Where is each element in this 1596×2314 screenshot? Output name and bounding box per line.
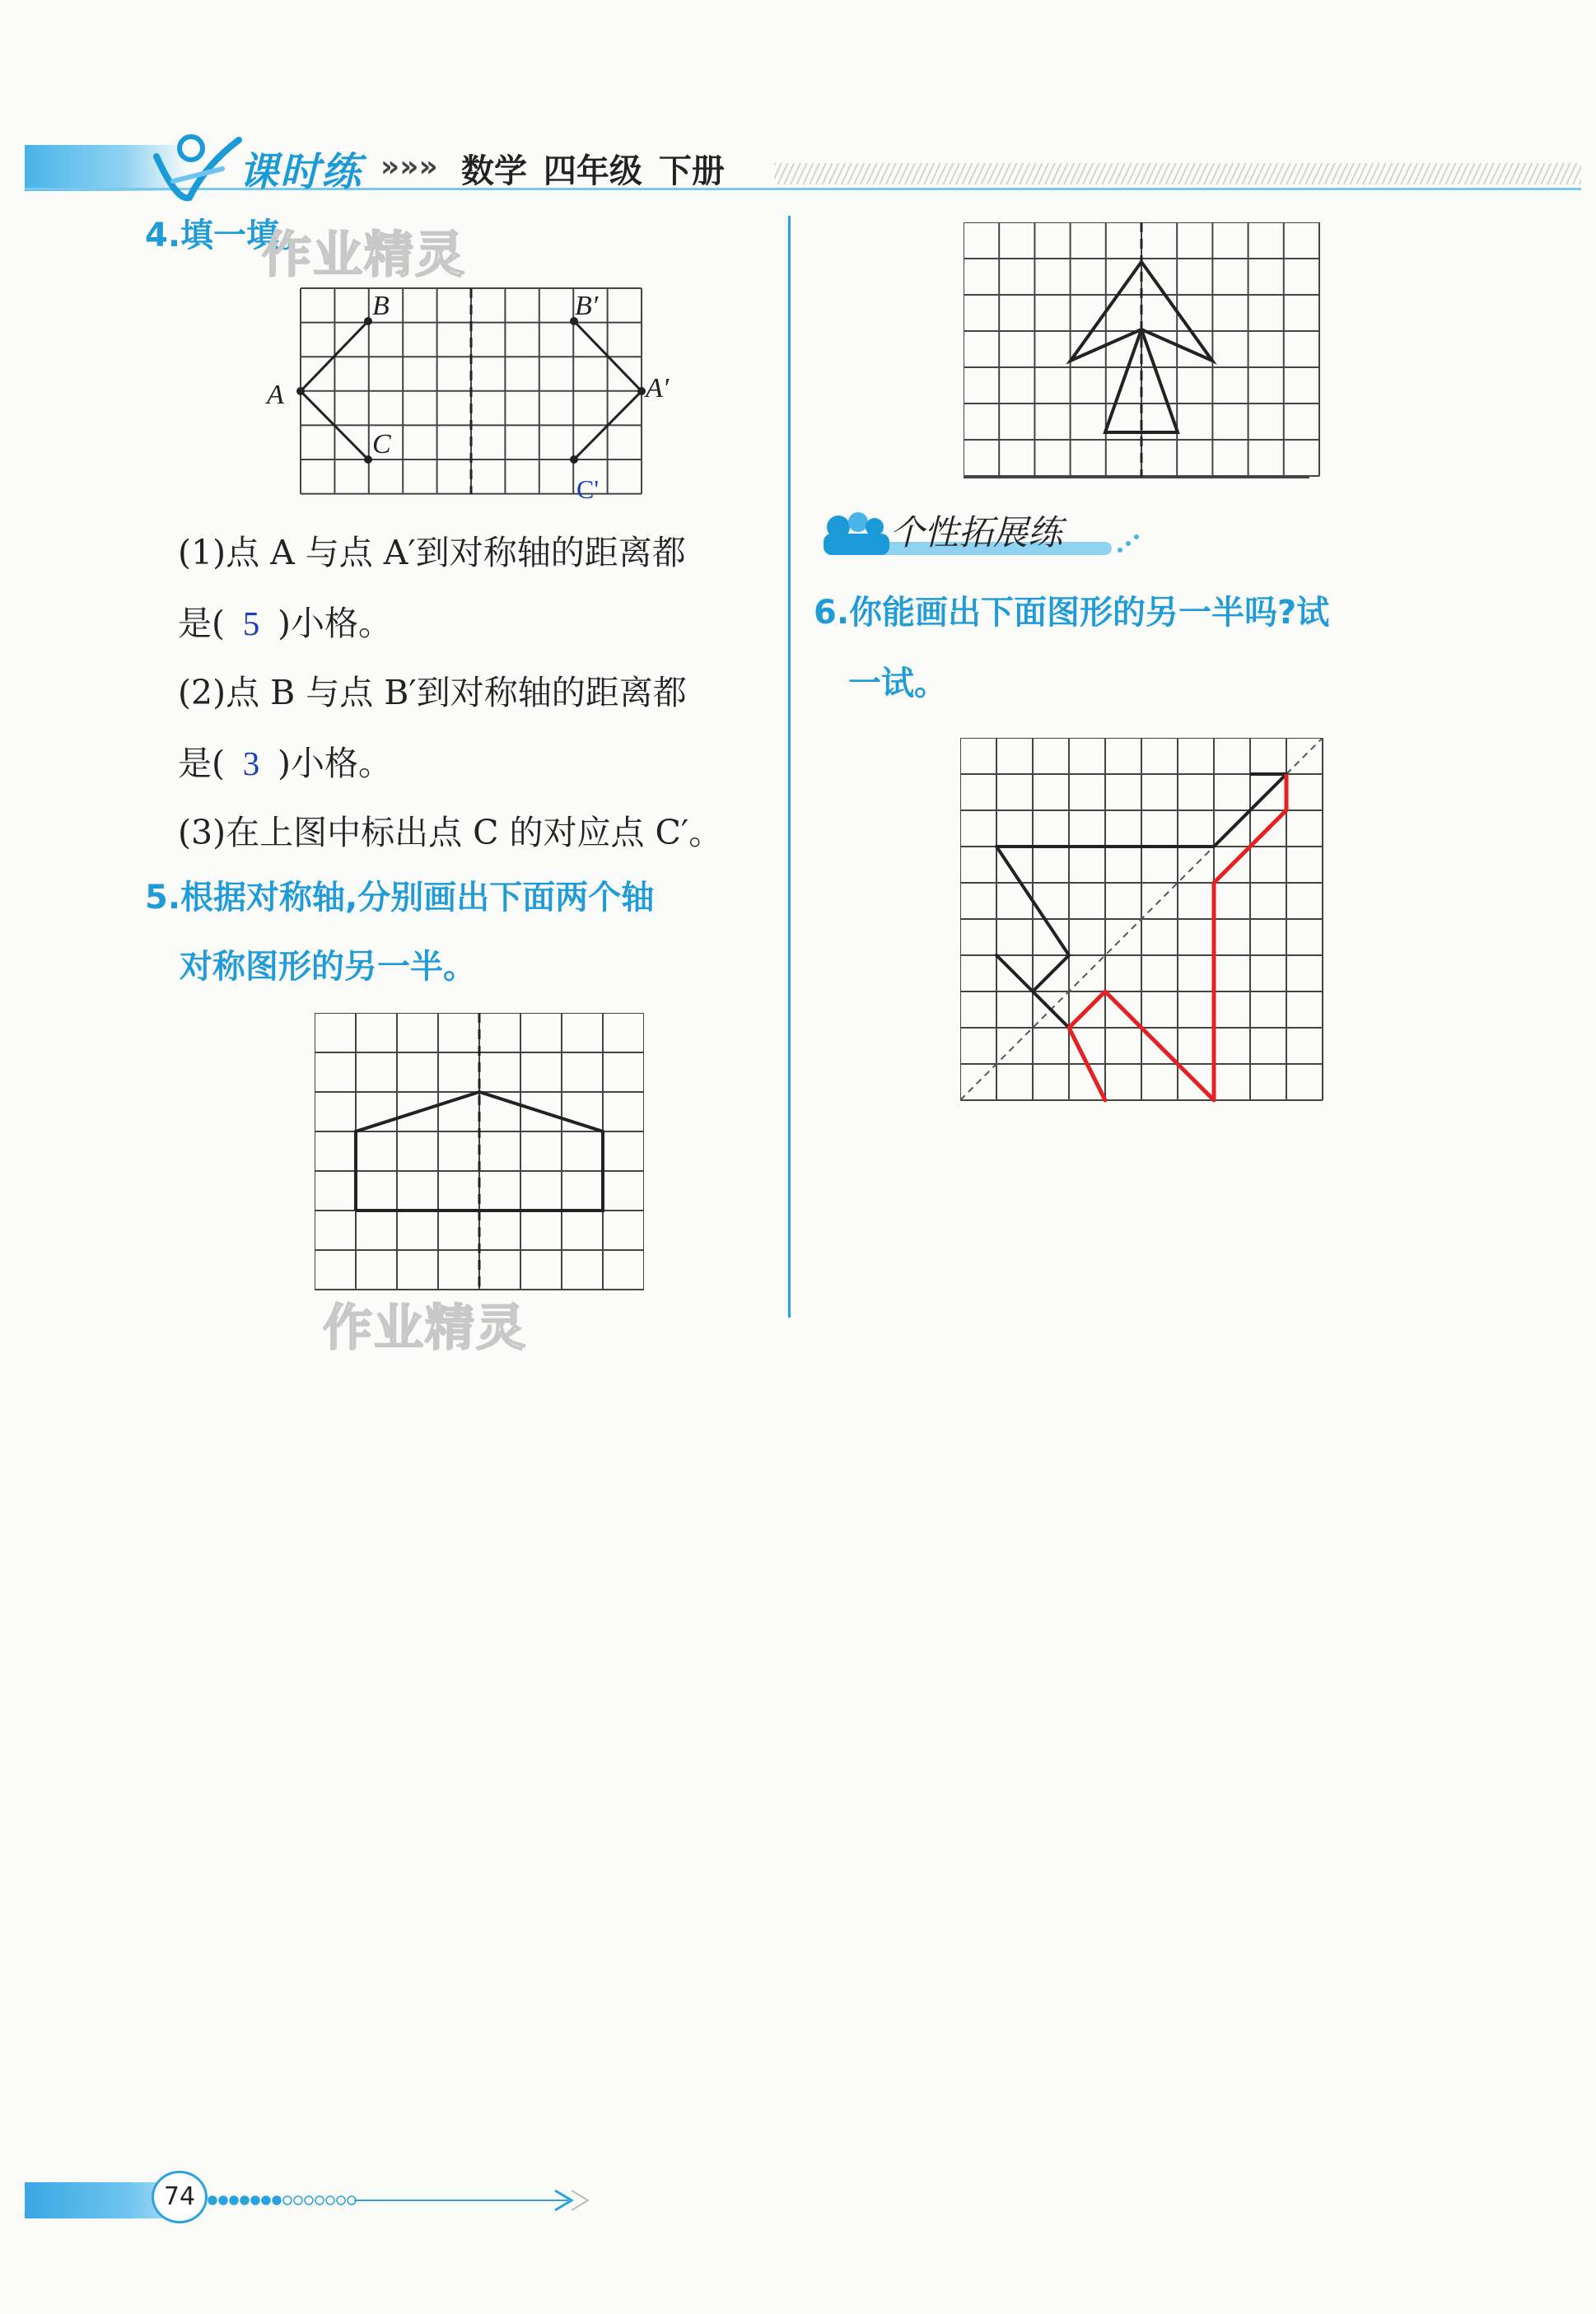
page-number: 74: [152, 2171, 208, 2223]
point-c-prime: [570, 455, 578, 464]
label-a: A: [267, 380, 284, 410]
q5-grid-figure-arrow: [964, 222, 1326, 486]
footer-bar: [25, 2182, 173, 2218]
q5-line2: 对称图形的另一半。: [180, 948, 476, 986]
q4-item2-line1: (2)点 B 与点 B′到对称轴的距离都: [178, 673, 687, 712]
q4-title: 4.填一填。: [145, 217, 313, 254]
label-a-prime: A′: [646, 373, 670, 404]
label-c-prime-answer: C': [576, 474, 600, 504]
brand-logo-icon: [140, 124, 247, 206]
q6-line2: 一试。: [848, 665, 947, 702]
q4-item1-line2: 是( 5 )小格。: [178, 604, 392, 643]
q4-answer-2[interactable]: 3: [242, 744, 260, 782]
q6-line1: 6.你能画出下面图形的另一半吗?试: [814, 594, 1330, 632]
point-c: [364, 455, 372, 464]
brand-title: 课时练: [239, 149, 363, 195]
q5-line1: 5.根据对称轴,分别画出下面两个轴: [145, 879, 655, 917]
q5-grid-figure-house: [315, 1013, 644, 1298]
header-hatch: [774, 163, 1581, 184]
q4-item1-line1: (1)点 A 与点 A′到对称轴的距离都: [178, 533, 686, 572]
label-b-prime: B′: [575, 291, 599, 321]
column-divider: [788, 216, 791, 1318]
extension-title: 个性拓展练: [889, 512, 1063, 553]
point-a: [296, 387, 305, 395]
header-arrows: »»»: [380, 150, 438, 184]
footer-dotted-arrow: [206, 2184, 601, 2217]
watermark-bottom: 作业精灵: [323, 1299, 527, 1357]
point-a-prime: [637, 387, 646, 395]
watermark-top: 作业精灵: [262, 226, 466, 284]
q4-item3: (3)在上图中标出点 C 的对应点 C′。: [178, 813, 723, 852]
point-b: [364, 317, 372, 325]
q6-grid-figure: [960, 738, 1331, 1104]
label-b: B: [372, 291, 390, 321]
label-c: C: [372, 429, 391, 460]
q4-item2-line2: 是( 3 )小格。: [178, 744, 392, 783]
q4-grid-figure: [255, 272, 675, 511]
q4-answer-1[interactable]: 5: [242, 604, 260, 642]
header-subject: 数学 四年级 下册: [461, 152, 725, 190]
